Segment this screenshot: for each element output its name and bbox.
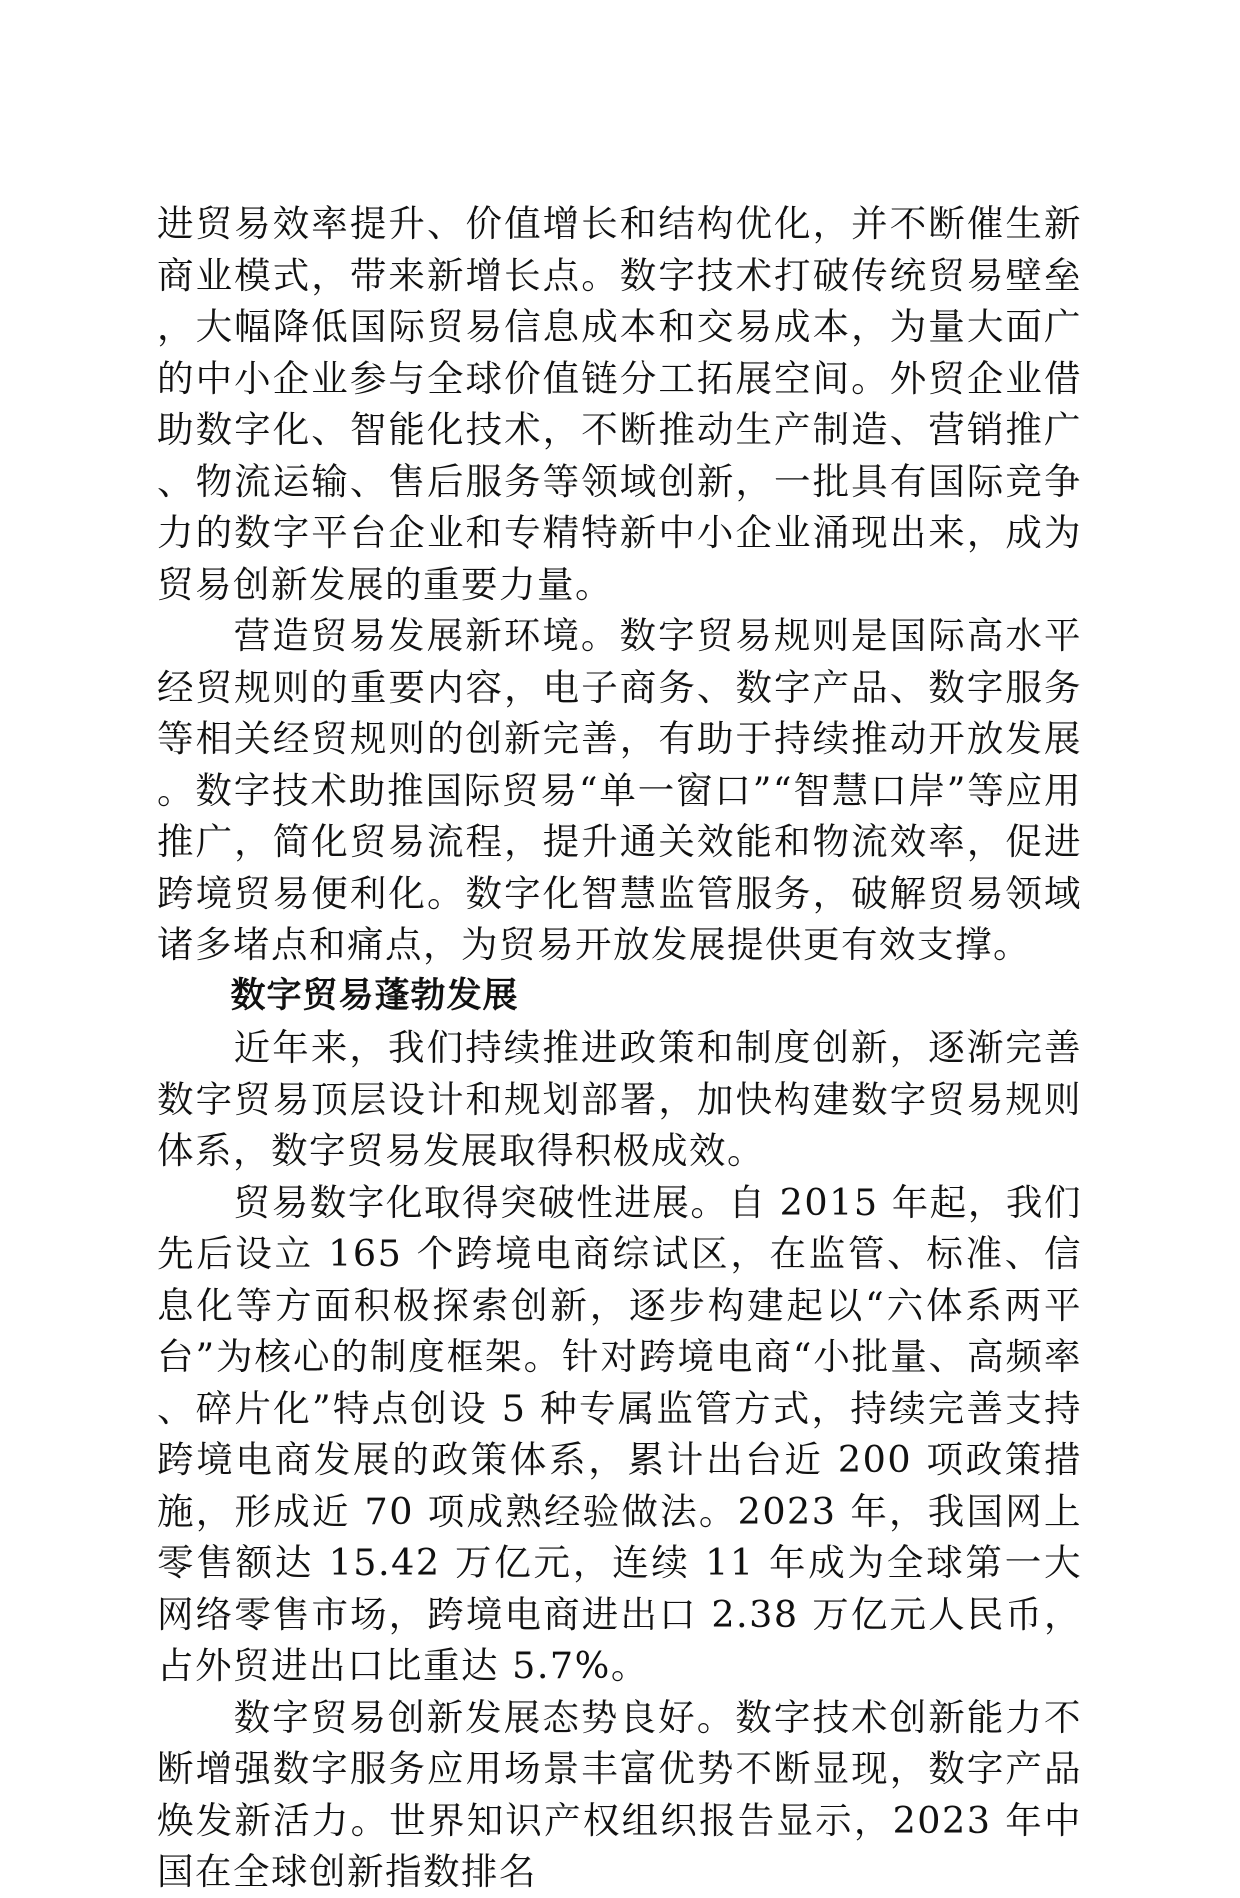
- section-heading: 数字贸易蓬勃发展: [230, 975, 519, 1016]
- paragraph-continuation: 进贸易效率提升、价值增长和结构优化，并不断催生新商业模式，带来新增长点。数字技术打破传统贸易壁垒，大幅降低国际贸易信息成本和交易成本，为量大面广的中小企业参与全球价值链分工拓展空间。外贸企业借助数字化、智能化技术，不断推动生产制造、营销推广、物流运输、售后服务等领域创新，一批具有国际竞争力的数字平台企业和专精特新中小企业涌现出来，成为贸易创新发展的重要力量。: [157, 202, 1082, 606]
- paragraph-trade-digitalization: 贸易数字化取得突破性进展。自 2015 年起，我们先后设立 165 个跨境电商综试区，在监管、标准、信息化等方面积极探索创新，逐步构建起以“六体系两平台”为核心的制度框架。针对跨境电商“小批量、高频率、碎片化”特点创设 5 种专属监管方式，持续完善支持跨境电商发展的政策体系，累计出台近 200 项政策措施，形成近 70 项成熟经验做法。2023 年，我国网上零售额达 15.42 万亿元，连续 11 年成为全球第一大网络零售市场，跨境电商进出口 2.38 万亿元人民币，占外贸进出口比重达 5.7%。: [157, 1180, 1082, 1687]
- paragraph-policy-overview: 近年来，我们持续推进政策和制度创新，逐渐完善数字贸易顶层设计和规划部署，加快构建数字贸易规则体系，数字贸易发展取得积极成效。: [157, 1026, 1082, 1172]
- paragraph-trade-environment: 营造贸易发展新环境。数字贸易规则是国际高水平经贸规则的重要内容，电子商务、数字产品、数字服务等相关经贸规则的创新完善，有助于持续推动开放发展。数字技术助推国际贸易“单一窗口”“智慧口岸”等应用推广，简化贸易流程，提升通关效能和物流效率，促进跨境贸易便利化。数字化智慧监管服务，破解贸易领域诸多堵点和痛点，为贸易开放发展提供更有效支撑。: [157, 614, 1082, 966]
- document-body: [157, 198, 1082, 1898]
- paragraph-digital-trade-innovation: 数字贸易创新发展态势良好。数字技术创新能力不断增强数字服务应用场景丰富优势不断显现，数字产品焕发新活力。世界知识产权组织报告显示，2023 年中国在全球创新指数排名: [157, 1695, 1082, 1893]
